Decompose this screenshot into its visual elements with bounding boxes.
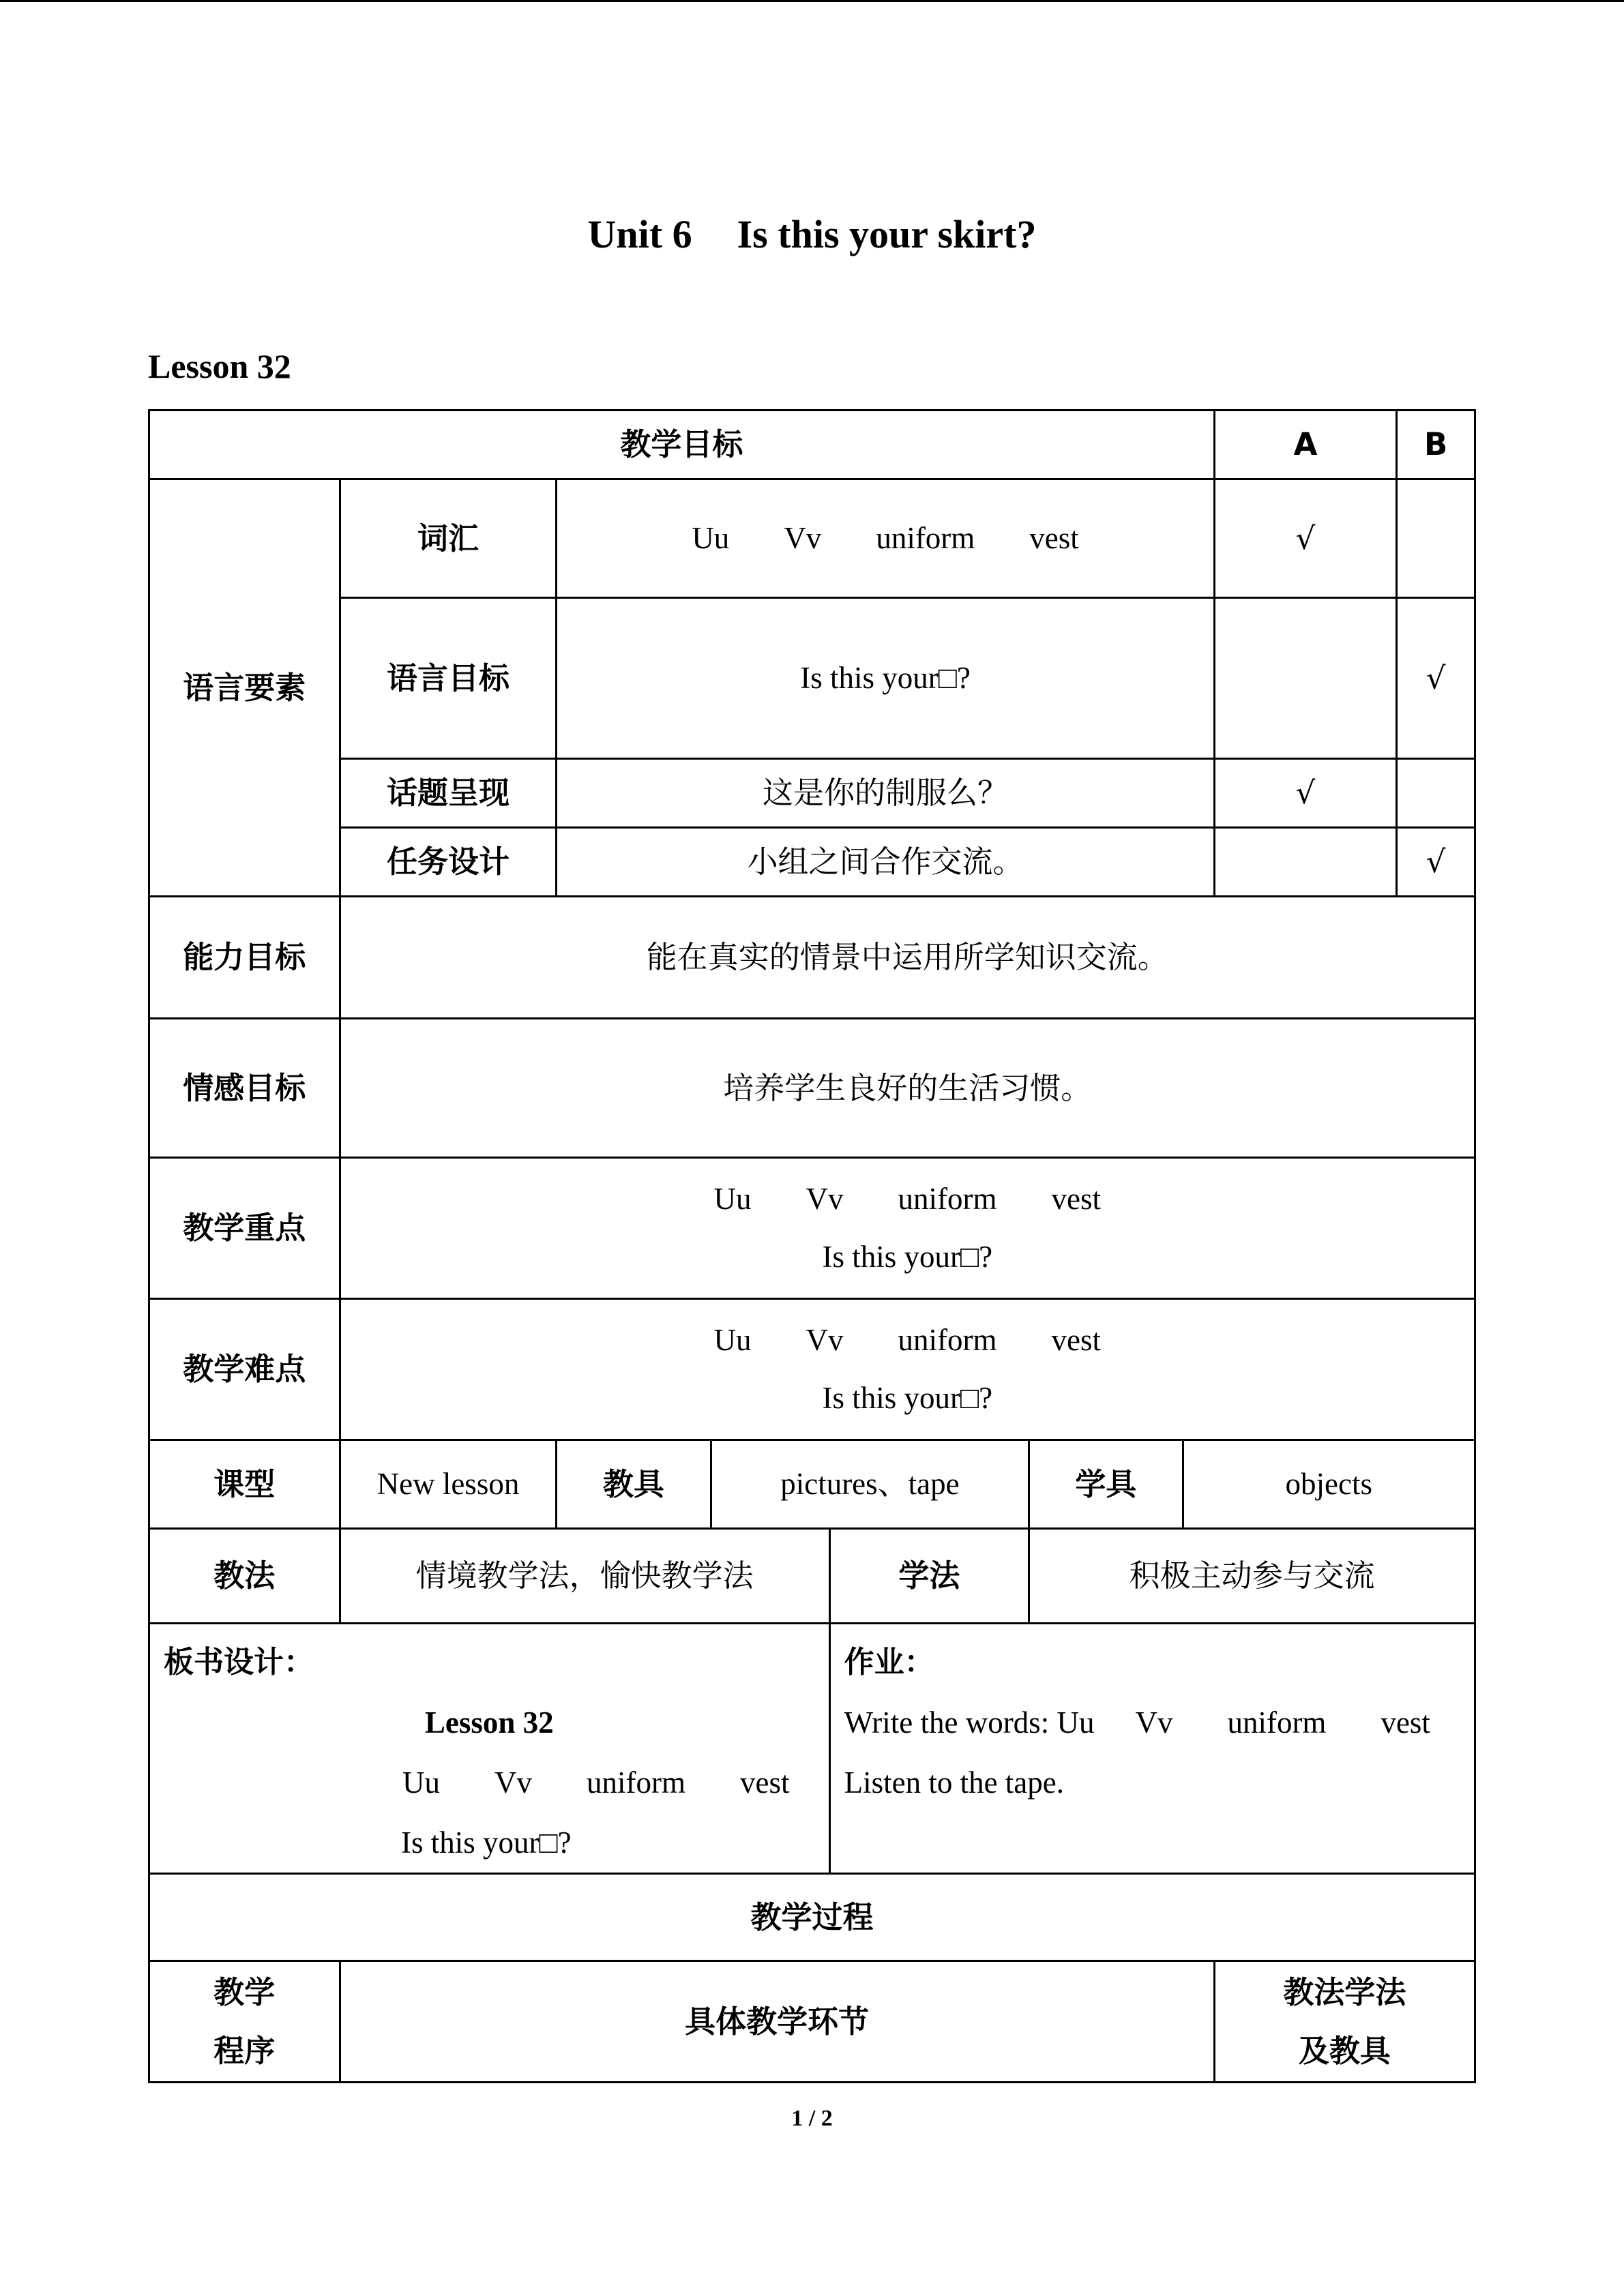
vocab-row — [149, 479, 1475, 598]
emotion-row — [149, 1019, 1475, 1158]
methods-label-line2: 及教具 — [1298, 2032, 1391, 2069]
difficult-points-row — [149, 1299, 1475, 1440]
lesson-heading: Lesson 32 — [148, 347, 291, 385]
ability-row — [149, 897, 1475, 1019]
homework-line1 — [844, 1693, 1460, 1753]
method-row — [149, 1529, 1475, 1624]
procedure-label — [149, 1961, 340, 2083]
ability-value: 能在真实的情景中运用所学知识交流。 — [340, 897, 1475, 1019]
board-words — [164, 1753, 815, 1813]
key-points-label: 教学重点 — [149, 1158, 340, 1299]
teaching-aids-label: 教具 — [557, 1440, 711, 1529]
top-border-line — [0, 0, 1624, 2]
methods-label — [1214, 1961, 1475, 2083]
board-word: vest — [739, 1765, 790, 1800]
emotion-label: 情感目标 — [149, 1019, 340, 1158]
procedure-label-line2: 程序 — [213, 2032, 276, 2069]
header-row — [149, 411, 1475, 479]
board-label: 板书设计： — [164, 1645, 314, 1680]
homework-line2: Listen to the tape. — [844, 1765, 1064, 1800]
learning-aids-label: 学具 — [1029, 1440, 1183, 1529]
difficult-points-value — [340, 1299, 1475, 1440]
difficult-word: Vv — [806, 1322, 844, 1357]
unit-number: Unit 6 — [587, 212, 692, 256]
unit-title: Is this your skirt? — [737, 212, 1037, 256]
topic-value: 这是你的制服么？ — [557, 759, 1214, 828]
goal-header: 教学目标 — [149, 411, 1215, 479]
learning-aids-value: objects — [1183, 1440, 1475, 1529]
teaching-aids-value: pictures、tape — [711, 1440, 1029, 1529]
vocab-word: Uu — [692, 520, 730, 555]
board-sentence: Is this your□? — [401, 1825, 572, 1860]
key-sentence: Is this your□? — [822, 1240, 993, 1274]
methods-label-line1: 教法学法 — [1283, 1974, 1406, 2010]
steps-label: 具体教学环节 — [340, 1961, 1214, 2083]
vocab-a-check: √ — [1214, 479, 1397, 598]
homework-prefix: Write the words: Uu — [844, 1705, 1095, 1740]
board-word: Vv — [494, 1765, 532, 1800]
difficult-word: Uu — [713, 1322, 752, 1357]
homework-word: Vv — [1135, 1705, 1173, 1740]
homework-word: vest — [1381, 1705, 1430, 1740]
lesson-plan-table — [148, 409, 1476, 2083]
task-value: 小组之间合作交流。 — [557, 828, 1214, 897]
vocab-word: Vv — [784, 520, 822, 555]
board-word: Uu — [402, 1765, 440, 1800]
teaching-method-value: 情境教学法，愉快教学法 — [340, 1529, 829, 1624]
task-row — [149, 828, 1475, 897]
key-points-value — [340, 1158, 1475, 1299]
col-a-header: A — [1214, 411, 1397, 479]
key-word: uniform — [898, 1181, 997, 1216]
board-word: uniform — [587, 1765, 685, 1800]
process-columns-row — [149, 1961, 1475, 2083]
page-number: 1 / 2 — [791, 2106, 833, 2131]
vocab-label: 词汇 — [340, 479, 557, 598]
lang-goal-label: 语言目标 — [340, 598, 557, 759]
topic-label: 话题呈现 — [340, 759, 557, 828]
difficult-sentence: Is this your□? — [822, 1381, 993, 1415]
vocab-words — [557, 479, 1214, 598]
learning-method-label: 学法 — [829, 1529, 1029, 1624]
vocab-word: vest — [1029, 520, 1079, 555]
lang-goal-b-check: √ — [1397, 598, 1475, 759]
board-homework-row — [149, 1624, 1475, 1874]
task-b-check: √ — [1397, 828, 1475, 897]
lesson-type-label: 课型 — [149, 1440, 340, 1529]
key-word: Vv — [806, 1181, 844, 1216]
topic-a-check: √ — [1214, 759, 1397, 828]
lesson-type-value: New lesson — [340, 1440, 557, 1529]
homework-word: uniform — [1227, 1705, 1327, 1740]
task-a-cell — [1214, 828, 1397, 897]
key-word: vest — [1051, 1181, 1102, 1216]
task-label: 任务设计 — [340, 828, 557, 897]
key-word: Uu — [713, 1181, 752, 1216]
emotion-value: 培养学生良好的生活习惯。 — [340, 1019, 1475, 1158]
topic-row — [149, 759, 1475, 828]
lang-elements-label: 语言要素 — [149, 479, 340, 897]
procedure-label-line1: 教学 — [213, 1974, 276, 2010]
difficult-word: uniform — [898, 1322, 997, 1357]
board-design-cell — [149, 1624, 830, 1874]
learning-method-value: 积极主动参与交流 — [1029, 1529, 1475, 1624]
lesson-type-row — [149, 1440, 1475, 1529]
difficult-points-label: 教学难点 — [149, 1299, 340, 1440]
vocab-word: uniform — [876, 520, 975, 555]
board-lesson: Lesson 32 — [424, 1705, 554, 1740]
homework-cell — [829, 1624, 1475, 1874]
lang-goal-a-cell — [1214, 598, 1397, 759]
difficult-word: vest — [1051, 1322, 1102, 1357]
topic-b-cell — [1397, 759, 1475, 828]
page-title — [0, 211, 1624, 257]
homework-label: 作业： — [844, 1645, 934, 1680]
process-label: 教学过程 — [149, 1874, 1475, 1961]
col-b-header: B — [1397, 411, 1475, 479]
ability-label: 能力目标 — [149, 897, 340, 1019]
lang-goal-row — [149, 598, 1475, 759]
vocab-b-cell — [1397, 479, 1475, 598]
lang-goal-value: Is this your□? — [557, 598, 1214, 759]
teaching-method-label: 教法 — [149, 1529, 340, 1624]
process-header-row — [149, 1874, 1475, 1961]
key-points-row — [149, 1158, 1475, 1299]
